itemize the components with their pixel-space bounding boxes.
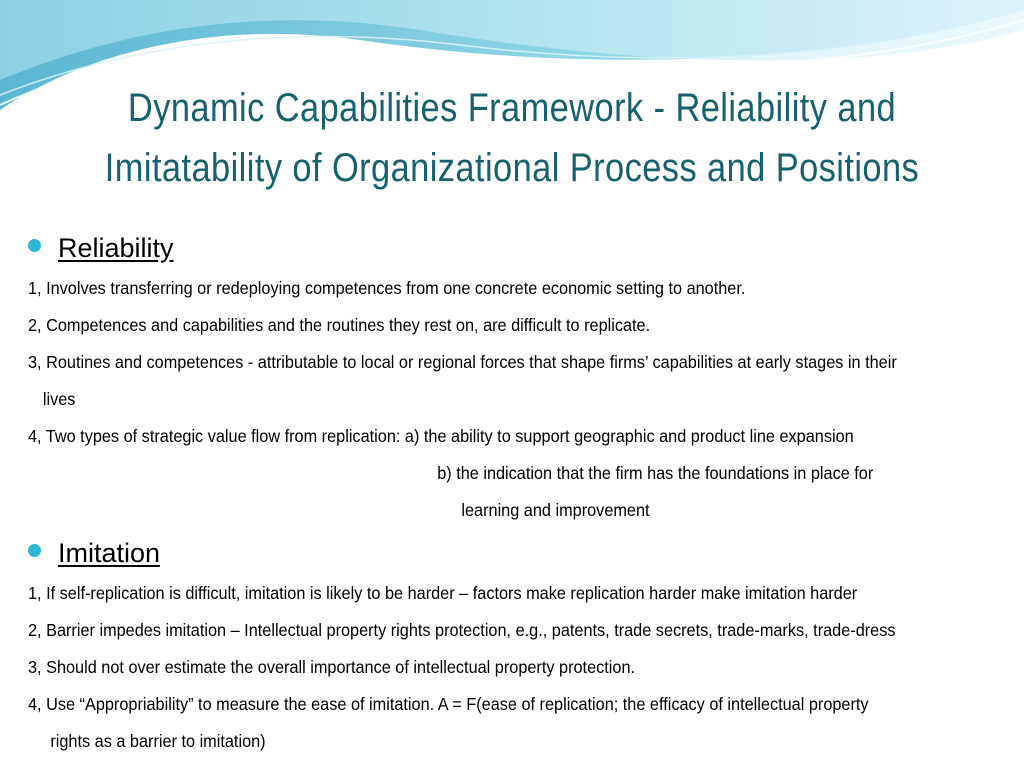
imitation-line-4: 4, Use “Appropriability” to measure the ease of imitation. A = F(ease of replication; the efficacy of intellectual property (28, 694, 869, 714)
bullet-dot-icon (28, 239, 41, 252)
title-line-1: Dynamic Capabilities Framework - Reliability and (127, 86, 897, 130)
reliability-section-head (28, 226, 988, 270)
reliability-line-4-b-cont: learning and improvement (461, 500, 650, 520)
imitation-section-head (28, 531, 988, 575)
reliability-line-3: 3, Routines and competences - attributable to local or regional forces that shape firms’ capabilities at early stages in their (28, 352, 897, 372)
slide-title (89, 78, 935, 198)
reliability-line-3-cont: lives (42, 389, 76, 409)
slide-body (28, 226, 988, 760)
reliability-line-4: 4, Two types of strategic value flow from replication: a) the ability to support geographic and product line expansion (28, 426, 854, 446)
reliability-line-4-b: b) the indication that the firm has the foundations in place for (437, 463, 874, 483)
imitation-heading: Imitation (58, 537, 161, 568)
imitation-line-3: 3, Should not over estimate the overall importance of intellectual property protection. (28, 657, 636, 677)
bullet-dot-icon (28, 544, 41, 557)
reliability-line-1: 1, Involves transferring or redeploying competences from one concrete economic setting to another. (28, 278, 746, 298)
imitation-line-1: 1, If self-replication is difficult, imitation is likely to be harder – factors make replication harder make imitation harder (28, 583, 858, 603)
imitation-line-2: 2, Barrier impedes imitation – Intellectual property rights protection, e.g., patents, trade secrets, trade-marks, trade-dress (28, 620, 896, 640)
reliability-line-2: 2, Competences and capabilities and the routines they rest on, are difficult to replicate. (28, 315, 651, 335)
title-line-2: Imitatability of Organizational Process and Positions (104, 146, 920, 190)
reliability-heading: Reliability (58, 232, 174, 263)
imitation-line-4-cont: rights as a barrier to imitation) (50, 731, 266, 751)
